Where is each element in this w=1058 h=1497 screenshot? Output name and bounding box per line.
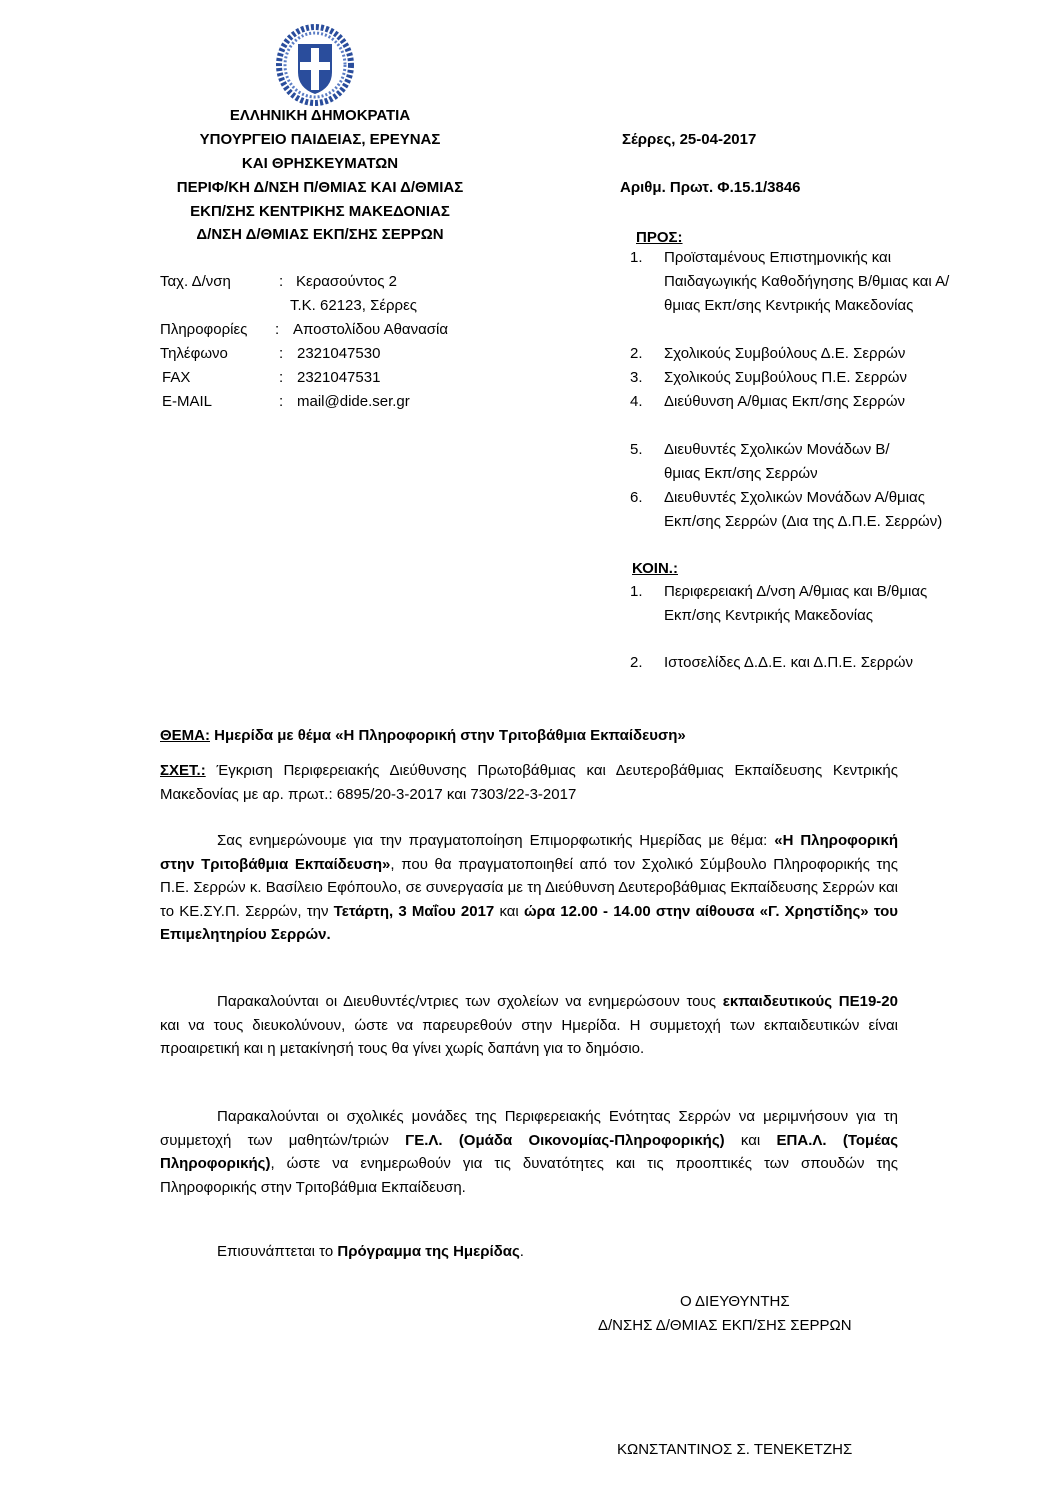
body-paragraph-3 — [160, 1105, 898, 1199]
fax-value: 2321047531 — [297, 369, 381, 386]
separator: : — [275, 321, 280, 338]
signature-title: Ο ΔΙΕΥΘΥΝΤΗΣ — [680, 1293, 790, 1310]
protocol-number: Αριθμ. Πρωτ. Φ.15.1/3846 — [620, 179, 801, 196]
subject-label: ΘΕΜΑ: — [160, 727, 210, 744]
address-label: Ταχ. Δ/νση — [160, 273, 231, 290]
body-text: Σας ενημερώνουμε για την πραγματοποίηση Επιμορφωτικής Ημερίδας με θέμα: — [217, 832, 775, 849]
separator: : — [279, 393, 284, 410]
fax-label: FAX — [162, 369, 191, 386]
address-line2: Τ.Κ. 62123, Σέρρες — [290, 297, 418, 314]
separator: : — [279, 273, 284, 290]
info-label: Πληροφορίες — [160, 321, 248, 338]
phone-value: 2321047530 — [297, 345, 381, 362]
recipient-text: Διευθυντές Σχολικών Μονάδων Α/θμιας Εκπ/σης Σερρών (Δια της Δ.Π.Ε. Σερρών) — [664, 489, 943, 530]
header-line: ΕΚΠ/ΣΗΣ ΚΕΝΤΡΙΚΗΣ ΜΑΚΕΔΟΝΙΑΣ — [190, 203, 450, 220]
body-bold-text: εκπαιδευτικούς ΠΕ19-20 — [722, 993, 898, 1010]
recipient-text: Προϊσταμένους Επιστημονικής και Παιδαγωγικής Καθοδήγησης Β/θμιας και Α/θμιας Εκπ/σης Κεντρικής Μακεδονίας — [664, 249, 950, 314]
header-line: ΕΛΛΗΝΙΚΗ ΔΗΜΟΚΡΑΤΙΑ — [229, 107, 411, 124]
body-text: . — [519, 1243, 524, 1260]
recipient-number: 3. — [630, 369, 643, 386]
cc-number: 1. — [630, 583, 643, 600]
separator: : — [279, 369, 284, 386]
reference-text: Έγκριση Περιφερειακής Διεύθυνσης Πρωτοβάθμιας και Δευτεροβάθμιας Εκπαίδευσης Κεντρικής Μακεδονίας με αρ. πρωτ.: 6895/20-3-2017 και 7303/22-3-2017 — [160, 762, 898, 803]
signature-office: Δ/ΝΣΗΣ Δ/ΘΜΙΑΣ ΕΚΠ/ΣΗΣ ΣΕΡΡΩΝ — [598, 1317, 852, 1334]
cc-number: 2. — [630, 654, 643, 671]
body-bold-text: ΕΠΑ.Λ. (Τομέας Πληροφορικής) — [160, 1131, 899, 1172]
subject-line — [160, 724, 686, 748]
recipient-number: 2. — [630, 345, 643, 362]
to-label: ΠΡΟΣ: — [636, 229, 683, 246]
body-text: Επισυνάπτεται το — [217, 1243, 338, 1260]
recipient-text: Σχολικούς Συμβούλους Π.Ε. Σερρών — [664, 369, 907, 386]
body-bold-text: Τετάρτη, 3 Μαΐου 2017 — [333, 902, 495, 920]
subject-text: Ημερίδα με θέμα «Η Πληροφορική στην Τριτοβάθμια Εκπαίδευση» — [210, 727, 686, 744]
body-text: και — [724, 1131, 777, 1149]
body-paragraph-4 — [160, 1240, 898, 1264]
address-value: Κερασούντος 2 — [296, 273, 397, 290]
header-line: ΠΕΡΙΦ/ΚΗ Δ/ΝΣΗ Π/ΘΜΙΑΣ ΚΑΙ Δ/ΘΜΙΑΣ — [176, 179, 464, 196]
recipient-text: Σχολικούς Συμβούλους Δ.Ε. Σερρών — [664, 345, 906, 362]
reference-label: ΣΧΕΤ.: — [160, 762, 206, 779]
recipient-number: 1. — [630, 249, 643, 266]
recipient-text: Διεύθυνση Α/θμιας Εκπ/σης Σερρών — [664, 393, 906, 410]
body-text: και — [494, 902, 524, 920]
header-line: Δ/ΝΣΗ Δ/ΘΜΙΑΣ ΕΚΠ/ΣΗΣ ΣΕΡΡΩΝ — [196, 226, 444, 243]
body-text: Παρακαλούνται οι Διευθυντές/ντριες των σχολείων να ενημερώσουν τους — [217, 993, 723, 1010]
body-text: και να τους διευκολύνουν, ώστε να παρευρεθούν στην Ημερίδα. Η συμμετοχή των εκπαιδευτικών είναι προαιρετική και η μετακίνησή τους θα γίνει χωρίς δαπάνη για το δημόσιο. — [160, 1016, 898, 1057]
body-bold-text: «Η Πληροφορική στην Τριτοβάθμια Εκπαίδευση» — [160, 832, 898, 873]
cc-label: ΚΟΙΝ.: — [632, 560, 678, 577]
recipient-number: 5. — [630, 441, 643, 458]
signature-name: ΚΩΝΣΤΑΝΤΙΝΟΣ Σ. ΤΕΝΕΚΕΤΖΗΣ — [617, 1441, 853, 1458]
body-bold-text: ΓΕ.Λ. (Ομάδα Οικονομίας-Πληροφορικής) — [405, 1131, 725, 1149]
header-line: ΥΠΟΥΡΓΕΙΟ ΠΑΙΔΕΙΑΣ, ΕΡΕΥΝΑΣ — [199, 131, 441, 148]
recipient-number: 6. — [630, 489, 643, 506]
recipient-text: Διευθυντές Σχολικών Μονάδων Β/θμιας Εκπ/σης Σερρών — [664, 441, 890, 482]
recipient-number: 4. — [630, 393, 643, 410]
body-text: , ώστε να ενημερωθούν για τις δυνατότητες και τις προοπτικές των σπουδών της Πληροφορικής στην Τριτοβάθμια Εκπαίδευση. — [160, 1155, 898, 1196]
info-value: Αποστολίδου Αθανασία — [293, 321, 449, 338]
body-text: , που θα πραγματοποιηθεί από τον Σχολικό Σύμβουλο Πληροφορικής της Π.Ε. Σερρών κ. Βασίλειο Εφόπουλο, σε συνεργασία με τη Διεύθυνση Δευτεροβάθμιας Εκπαίδευσης Σερρών και το ΚΕ.ΣΥ.Π. Σερρών, την — [160, 855, 898, 920]
email-link[interactable]: mail@dide.ser.gr — [297, 393, 410, 410]
header-line: ΚΑΙ ΘΡΗΣΚΕΥΜΑΤΩΝ — [241, 155, 399, 172]
body-bold-text: ώρα 12.00 - 14.00 στην αίθουσα «Γ. Χρηστίδης» του Επιμελητηρίου Σερρών. — [160, 902, 899, 943]
body-paragraph-2 — [160, 990, 898, 1061]
email-label: E-MAIL — [162, 393, 213, 410]
cc-text: Περιφερειακή Δ/νση Α/θμιας και Β/θμιας Εκπ/σης Κεντρικής Μακεδονίας — [664, 583, 928, 624]
greek-state-emblem-icon — [276, 24, 354, 106]
body-text: Παρακαλούνται οι σχολικές μονάδες της Περιφερειακής Ενότητας Σερρών να μεριμνήσουν για τη συμμετοχή των μαθητών/τριών — [160, 1108, 898, 1149]
cc-text: Ιστοσελίδες Δ.Δ.Ε. και Δ.Π.Ε. Σερρών — [664, 654, 914, 671]
body-bold-text: Πρόγραμμα της Ημερίδας — [337, 1243, 520, 1260]
phone-label: Τηλέφωνο — [160, 345, 228, 362]
body-paragraph-1 — [160, 829, 898, 947]
document-date: Σέρρες, 25-04-2017 — [622, 131, 757, 148]
separator: : — [279, 345, 284, 362]
reference-paragraph — [160, 759, 898, 806]
